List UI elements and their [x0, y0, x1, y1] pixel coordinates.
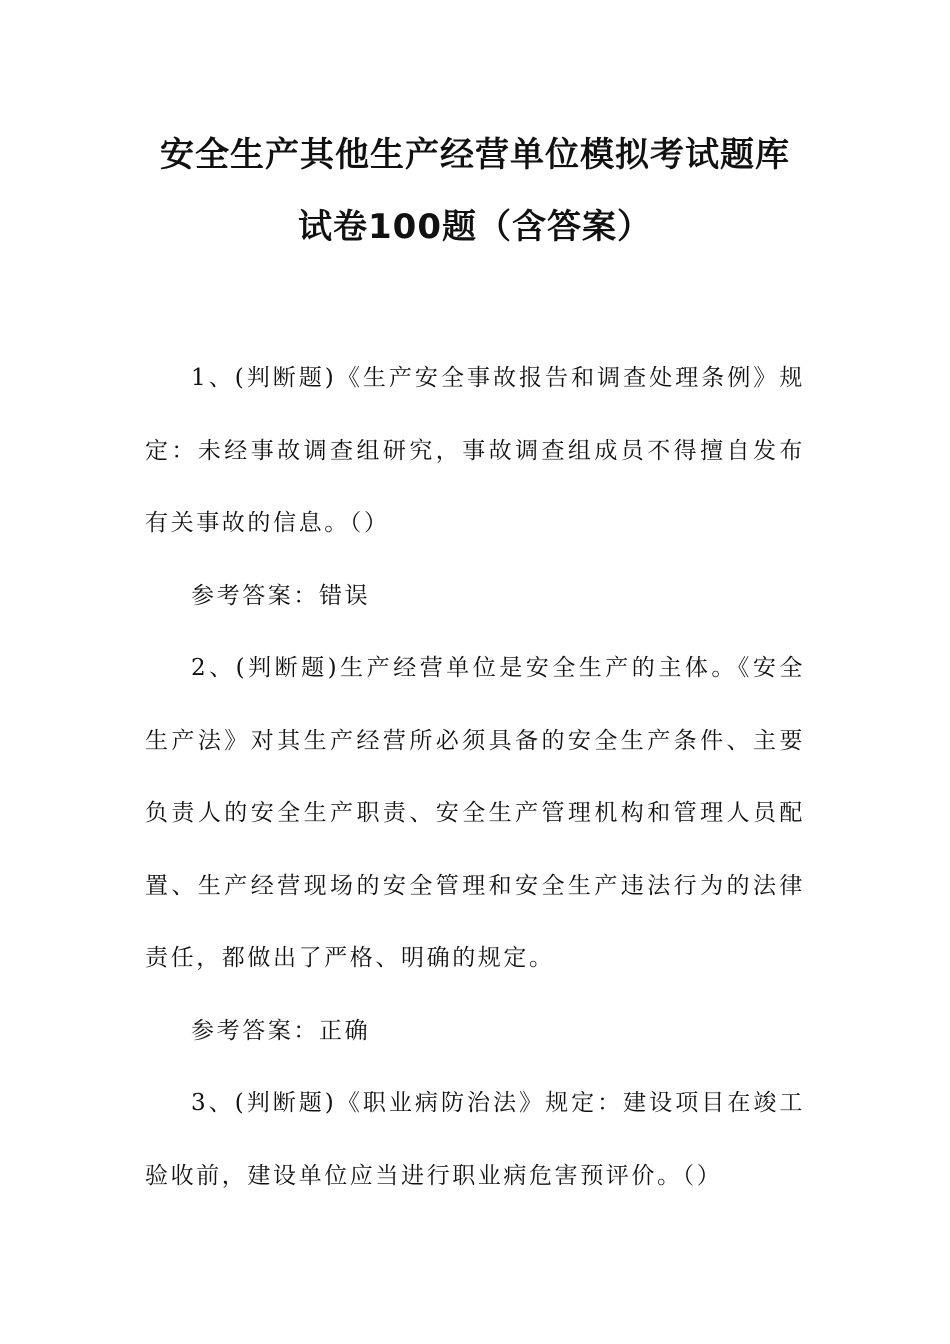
question-text: 3、(判断题)《职业病防治法》规定：建设项目在竣工验收前，建设单位应当进行职业病危害预评价。（） [145, 1090, 805, 1189]
document-title-line-1: 安全生产其他生产经营单位模拟考试题库 [160, 135, 790, 175]
reference-answer: 参考答案：错误 [191, 582, 371, 609]
question-list [145, 342, 805, 1212]
question-text: 1、(判断题)《生产安全事故报告和调查处理条例》规定：未经事故调查组研究，事故调查组成员不得擅自发布有关事故的信息。（） [145, 365, 805, 536]
document-title-line-2: 试卷100题（含答案） [298, 207, 652, 247]
reference-answer: 参考答案：正确 [191, 1017, 371, 1044]
question-item [145, 632, 805, 1067]
question-item [145, 1067, 805, 1212]
question-item [145, 342, 805, 632]
question-text: 2、(判断题)生产经营单位是安全生产的主体。《安全生产法》对其生产经营所必须具备的安全生产条件、主要负责人的安全生产职责、安全生产管理机构和管理人员配置、生产经营现场的安全管理和安全生产违法行为的法律责任，都做出了严格、明确的规定。 [145, 655, 805, 971]
